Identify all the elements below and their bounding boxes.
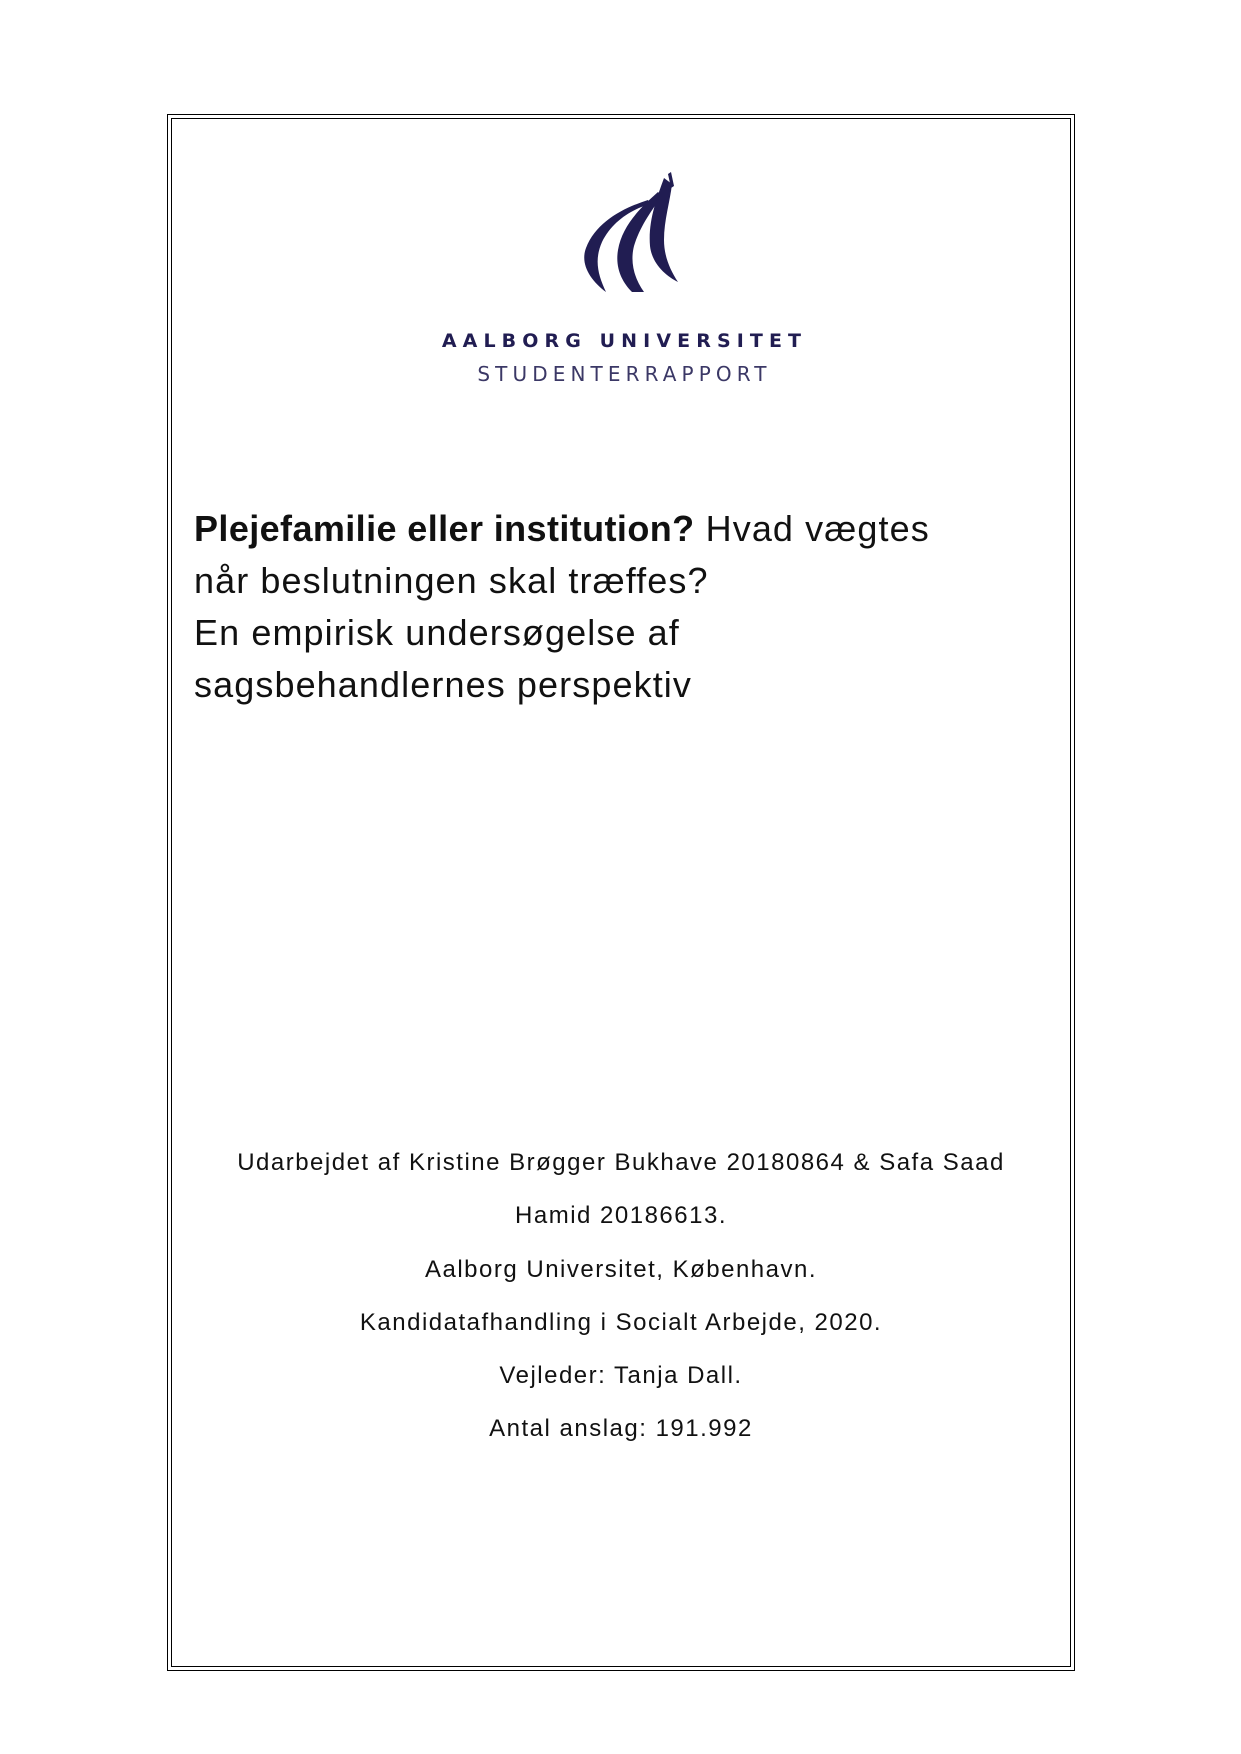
subtitle-line-2: sagsbehandlernes perspektiv xyxy=(194,664,692,705)
thesis-type: Kandidatafhandling i Socialt Arbejde, 2020. xyxy=(359,1308,883,1336)
report-metadata xyxy=(167,1136,1075,1456)
university-subtitle: STUDENTERRAPPORT xyxy=(477,362,772,386)
title-line-1 xyxy=(194,503,1054,555)
title-line-1-rest: Hvad vægtes xyxy=(694,508,930,549)
authors-line-2: Hamid 20186613. xyxy=(515,1202,727,1230)
aalborg-university-logo-icon xyxy=(578,170,696,292)
supervisor: Vejleder: Tanja Dall. xyxy=(499,1362,743,1390)
authors-line-1: Udarbejdet af Kristine Brøgger Bukhave 20180864 & Safa Saad xyxy=(237,1149,1005,1176)
university-name: AALBORG UNIVERSITET xyxy=(441,330,808,352)
title-bold-part: Plejefamilie eller institution? xyxy=(194,508,695,549)
subtitle-line-1: En empirisk undersøgelse af xyxy=(194,612,680,653)
title-line-2: når beslutningen skal træffes? xyxy=(194,560,709,601)
institution: Aalborg Universitet, København. xyxy=(424,1255,817,1283)
report-title xyxy=(194,503,1054,711)
character-count: Antal anslag: 191.992 xyxy=(489,1415,753,1443)
